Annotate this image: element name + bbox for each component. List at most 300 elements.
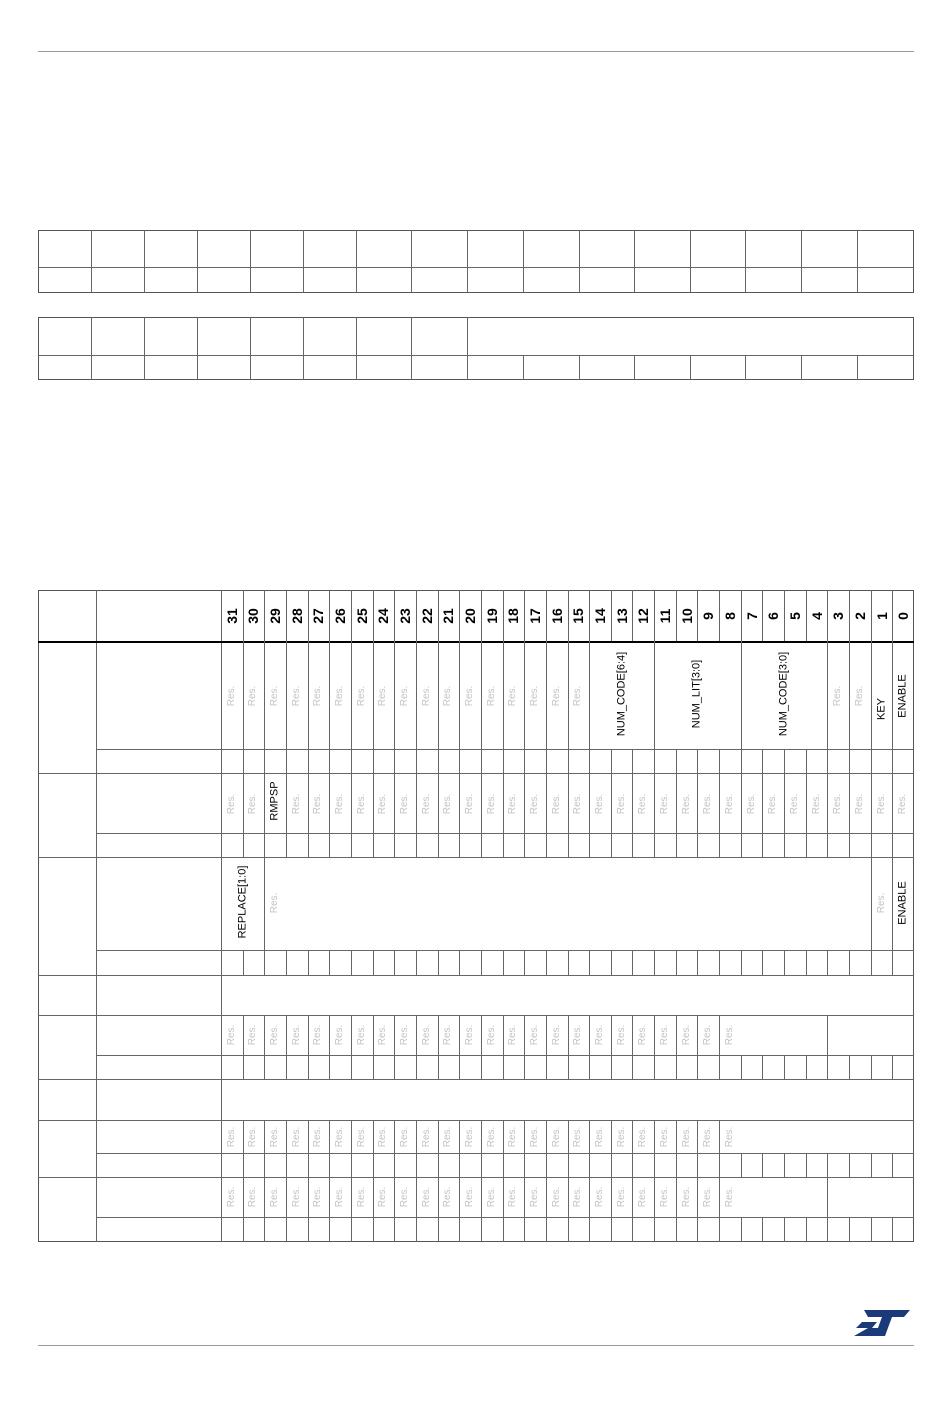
bit-number: 23	[397, 608, 414, 624]
field-num-code-low: NUM_CODE[3:0]	[777, 651, 790, 737]
reserved-bit: Res.	[658, 1186, 670, 1208]
bit-divider	[568, 1177, 569, 1217]
reserved-bit: Res.	[377, 1024, 389, 1046]
reserved-bit: Res.	[658, 793, 670, 815]
bit-divider	[806, 1217, 807, 1242]
bit-divider	[654, 1153, 655, 1177]
register-table-upper-2	[38, 317, 914, 380]
reserved-bit: Res.	[312, 1126, 324, 1148]
reserved-bit: Res.	[745, 793, 757, 815]
register-separator	[38, 1120, 914, 1121]
reserved-bit: Res.	[355, 793, 367, 815]
reserved-bit: Res.	[767, 793, 779, 815]
bit-divider	[871, 590, 872, 641]
bit-divider	[719, 950, 720, 975]
bit-divider	[546, 590, 547, 641]
reserved-bit: Res.	[355, 685, 367, 707]
bit-divider	[697, 1217, 698, 1242]
bit-divider	[459, 1055, 460, 1079]
bit-divider	[849, 1217, 850, 1242]
reserved-bit: Res.	[637, 1186, 649, 1208]
upper-1-col-divider	[197, 230, 198, 293]
bit-divider	[351, 1055, 352, 1079]
bit-divider	[892, 641, 893, 749]
bit-divider	[286, 773, 287, 857]
reserved-bit: Res.	[810, 793, 822, 815]
bit-number: 17	[527, 608, 544, 624]
reserved-bit: Res.	[225, 1186, 237, 1208]
reserved-bit: Res.	[853, 685, 865, 707]
reserved-bit: Res.	[875, 892, 887, 914]
reserved-bit: Res.	[399, 685, 411, 707]
bit-divider	[308, 1153, 309, 1177]
bit-divider	[524, 1120, 525, 1153]
reserved-bit: Res.	[334, 1186, 346, 1208]
bit-divider	[632, 950, 633, 975]
reserved-bit: Res.	[334, 1126, 346, 1148]
bit-divider	[784, 590, 785, 641]
field-num-code-high: NUM_CODE[6:4]	[615, 651, 628, 737]
bit-divider	[481, 1120, 482, 1153]
bit-divider	[568, 773, 569, 857]
reserved-bit: Res.	[442, 685, 454, 707]
reserved-bit: Res.	[269, 685, 281, 707]
bit-divider	[827, 1177, 828, 1217]
bit-divider	[697, 590, 698, 641]
upper-1-col-divider	[801, 230, 802, 293]
reset-row-separator	[96, 950, 914, 951]
bit-divider	[438, 1015, 439, 1055]
bit-divider	[871, 749, 872, 773]
bit-divider	[438, 749, 439, 773]
upper-1-col-divider	[745, 230, 746, 293]
bit-divider	[481, 641, 482, 749]
bit-number: 14	[591, 608, 608, 624]
bit-divider	[827, 590, 828, 641]
bit-number: 9	[700, 612, 717, 620]
bit-divider	[524, 641, 525, 749]
bit-divider	[329, 1217, 330, 1242]
reserved-bit: Res.	[637, 1126, 649, 1148]
bit-divider	[243, 950, 244, 975]
bit-divider	[892, 773, 893, 857]
bit-divider	[394, 1015, 395, 1055]
bit-divider	[394, 950, 395, 975]
reserved-bit: Res.	[615, 1126, 627, 1148]
reserved-bit: Res.	[290, 1126, 302, 1148]
bit-number: 15	[570, 608, 587, 624]
register-separator	[38, 1177, 914, 1178]
bit-divider	[286, 1120, 287, 1153]
bit-divider	[416, 641, 417, 749]
bit-divider	[264, 950, 265, 975]
bit-divider	[243, 1177, 244, 1217]
field-key: KEY	[875, 697, 888, 721]
bit-divider	[351, 1177, 352, 1217]
upper-2-col-divider	[250, 317, 251, 380]
upper-2-col-divider	[745, 355, 746, 380]
bit-divider	[568, 590, 569, 641]
bit-divider	[308, 1055, 309, 1079]
bit-divider	[329, 950, 330, 975]
bit-divider	[243, 641, 244, 749]
bit-divider	[524, 950, 525, 975]
reserved-bit: Res.	[702, 1126, 714, 1148]
bit-number: 10	[678, 608, 695, 624]
bit-divider	[589, 641, 590, 749]
reserved-bit: Res.	[225, 685, 237, 707]
bit-divider	[654, 773, 655, 857]
bit-divider	[892, 1055, 893, 1079]
field-enable-2: ENABLE	[896, 881, 909, 925]
reserved-bit: Res.	[399, 1126, 411, 1148]
bit-divider	[676, 590, 677, 641]
bit-divider	[351, 641, 352, 749]
bit-divider	[806, 773, 807, 857]
bit-divider	[351, 1120, 352, 1153]
upper-1-col-divider	[250, 230, 251, 293]
bit-divider	[481, 749, 482, 773]
bit-divider	[351, 773, 352, 857]
bit-divider	[546, 950, 547, 975]
reserved-bit: Res.	[464, 1126, 476, 1148]
bit-divider	[546, 1015, 547, 1055]
bit-divider	[611, 749, 612, 773]
reset-row-separator	[96, 749, 914, 750]
bit-divider	[871, 1217, 872, 1242]
bit-divider	[394, 1177, 395, 1217]
reserved-bit: Res.	[572, 1126, 584, 1148]
offset-column-divider	[96, 590, 97, 1242]
bit-divider	[849, 950, 850, 975]
reserved-bit: Res.	[269, 1024, 281, 1046]
bit-divider	[719, 1120, 720, 1153]
upper-2-col-divider	[523, 355, 524, 380]
bit-divider	[741, 641, 742, 749]
register-separator	[38, 1015, 914, 1016]
bit-divider	[329, 1015, 330, 1055]
reserved-bit: Res.	[897, 793, 909, 815]
bit-divider	[373, 1120, 374, 1153]
bit-divider	[806, 950, 807, 975]
bit-divider	[546, 641, 547, 749]
bit-number: 27	[310, 608, 327, 624]
bit-divider	[871, 1153, 872, 1177]
bit-divider	[892, 857, 893, 950]
bit-divider	[611, 773, 612, 857]
bit-divider	[632, 1217, 633, 1242]
bit-divider	[308, 641, 309, 749]
bit-number: 0	[895, 612, 912, 620]
bit-divider	[503, 1217, 504, 1242]
bit-divider	[351, 590, 352, 641]
bit-divider	[416, 749, 417, 773]
bit-divider	[568, 950, 569, 975]
bit-divider	[892, 590, 893, 641]
bit-divider	[286, 1177, 287, 1217]
reserved-bit: Res.	[399, 793, 411, 815]
reserved-bit: Res.	[355, 1126, 367, 1148]
bit-divider	[849, 749, 850, 773]
bit-divider	[676, 749, 677, 773]
bit-divider	[741, 1153, 742, 1177]
upper-1-col-divider	[634, 230, 635, 293]
bit-divider	[589, 1055, 590, 1079]
upper-2-col-divider	[91, 317, 92, 380]
bit-divider	[568, 1153, 569, 1177]
bit-divider	[589, 1015, 590, 1055]
bit-divider	[827, 950, 828, 975]
upper-1-col-divider	[523, 230, 524, 293]
bit-divider	[568, 1217, 569, 1242]
bit-number: 26	[332, 608, 349, 624]
bit-divider	[503, 590, 504, 641]
bit-number: 18	[505, 608, 522, 624]
bit-divider	[546, 1153, 547, 1177]
upper-2-col-divider	[634, 355, 635, 380]
bit-divider	[654, 641, 655, 749]
bit-divider	[719, 1217, 720, 1242]
reserved-bit: Res.	[529, 1186, 541, 1208]
reserved-bit: Res.	[507, 793, 519, 815]
bit-divider	[373, 1217, 374, 1242]
field-num-lit: NUM_LIT[3:0]	[690, 659, 703, 729]
reserved-bit: Res.	[702, 1024, 714, 1046]
bit-divider	[394, 749, 395, 773]
name-column-divider	[221, 590, 222, 1242]
bit-divider	[438, 1177, 439, 1217]
reserved-bit: Res.	[355, 1024, 367, 1046]
bit-divider	[827, 1217, 828, 1242]
bit-divider	[481, 950, 482, 975]
bit-divider	[243, 1015, 244, 1055]
bit-divider	[438, 1217, 439, 1242]
reserved-bit: Res.	[247, 1186, 259, 1208]
bit-divider	[264, 1120, 265, 1153]
bit-divider	[459, 773, 460, 857]
reset-row-separator	[96, 1055, 914, 1056]
reserved-bit: Res.	[507, 1126, 519, 1148]
bit-divider	[611, 590, 612, 641]
register-separator	[38, 773, 914, 774]
reserved-bit: Res.	[247, 793, 259, 815]
bit-divider	[611, 1153, 612, 1177]
bit-divider	[827, 773, 828, 857]
bit-divider	[827, 641, 828, 749]
reserved-bit: Res.	[637, 793, 649, 815]
bit-divider	[373, 950, 374, 975]
bit-divider	[264, 1217, 265, 1242]
bit-divider	[286, 641, 287, 749]
bit-divider	[351, 950, 352, 975]
bit-divider	[676, 1120, 677, 1153]
reserved-bit: Res.	[290, 1186, 302, 1208]
bit-divider	[568, 1055, 569, 1079]
reserved-bit: Res.	[529, 1126, 541, 1148]
bit-number: 25	[353, 608, 370, 624]
bit-divider	[589, 590, 590, 641]
bit-divider	[438, 773, 439, 857]
reserved-bit: Res.	[615, 1024, 627, 1046]
reserved-bit: Res.	[485, 793, 497, 815]
reserved-bit: Res.	[334, 1024, 346, 1046]
bit-divider	[676, 1217, 677, 1242]
bit-divider	[264, 857, 265, 950]
bit-divider	[308, 590, 309, 641]
bit-divider	[329, 1153, 330, 1177]
bit-number: 3	[830, 612, 847, 620]
bit-divider	[416, 1177, 417, 1217]
bit-divider	[589, 749, 590, 773]
bit-divider	[568, 1015, 569, 1055]
bit-number: 31	[223, 608, 240, 624]
bit-divider	[416, 1153, 417, 1177]
bit-divider	[373, 590, 374, 641]
bit-divider	[308, 773, 309, 857]
bit-divider	[611, 1177, 612, 1217]
reserved-bit: Res.	[485, 1186, 497, 1208]
bit-divider	[394, 773, 395, 857]
reserved-bit: Res.	[464, 1186, 476, 1208]
reserved-bit: Res.	[485, 1126, 497, 1148]
bit-divider	[654, 950, 655, 975]
bit-divider	[286, 1055, 287, 1079]
bit-divider	[264, 641, 265, 749]
bit-divider	[264, 1055, 265, 1079]
bit-divider	[697, 950, 698, 975]
reserved-bit: Res.	[442, 1024, 454, 1046]
bit-divider	[676, 950, 677, 975]
bit-divider	[416, 1055, 417, 1079]
upper-1-col-divider	[411, 230, 412, 293]
bit-divider	[719, 749, 720, 773]
bit-divider	[329, 749, 330, 773]
bit-divider	[892, 1217, 893, 1242]
reset-row-separator	[96, 833, 914, 834]
bit-divider	[308, 1120, 309, 1153]
reserved-bit: Res.	[442, 793, 454, 815]
bit-divider	[329, 773, 330, 857]
upper-1-col-divider	[144, 230, 145, 293]
reserved-bit: Res.	[658, 1126, 670, 1148]
bit-number: 4	[808, 612, 825, 620]
reserved-bit: Res.	[312, 685, 324, 707]
bit-number: 5	[786, 612, 803, 620]
bit-divider	[632, 590, 633, 641]
bit-divider	[697, 1055, 698, 1079]
bit-divider	[524, 1177, 525, 1217]
bit-divider	[784, 1153, 785, 1177]
bit-divider	[503, 641, 504, 749]
bit-divider	[546, 1177, 547, 1217]
upper-2-col-divider	[197, 317, 198, 380]
reserved-bit: Res.	[593, 1024, 605, 1046]
bit-divider	[286, 950, 287, 975]
bit-divider	[676, 1015, 677, 1055]
upper-2-col-divider	[144, 317, 145, 380]
bit-divider	[351, 1153, 352, 1177]
reserved-bit: Res.	[637, 1024, 649, 1046]
bit-number: 7	[743, 612, 760, 620]
register-table-upper-1-row-divider	[38, 267, 914, 268]
reserved-bit: Res.	[290, 793, 302, 815]
bit-divider	[438, 1153, 439, 1177]
bit-divider	[308, 749, 309, 773]
upper-1-col-divider	[690, 230, 691, 293]
bit-divider	[329, 590, 330, 641]
bit-divider	[394, 1055, 395, 1079]
bit-divider	[373, 1015, 374, 1055]
reserved-bit: Res.	[788, 793, 800, 815]
bit-number: 16	[548, 608, 565, 624]
bit-divider	[784, 1055, 785, 1079]
reserved-bit: Res.	[723, 1186, 735, 1208]
bit-divider	[849, 590, 850, 641]
reserved-bit: Res.	[702, 793, 714, 815]
bit-divider	[697, 749, 698, 773]
register-separator	[38, 1079, 914, 1080]
bit-divider	[589, 1153, 590, 1177]
reserved-bit: Res.	[377, 793, 389, 815]
reserved-bit: Res.	[225, 1024, 237, 1046]
register-table-upper-2-row-divider	[38, 355, 914, 356]
reserved-bit: Res.	[572, 1186, 584, 1208]
reserved-bit: Res.	[247, 1024, 259, 1046]
bit-divider	[243, 1120, 244, 1153]
bit-divider	[286, 1217, 287, 1242]
bit-divider	[243, 1153, 244, 1177]
bit-divider	[416, 1120, 417, 1153]
upper-2-col-divider	[303, 317, 304, 380]
header-rule	[38, 51, 914, 52]
reserved-bit: Res.	[529, 793, 541, 815]
upper-1-col-divider	[91, 230, 92, 293]
reserved-bit: Res.	[442, 1126, 454, 1148]
reserved-bit: Res.	[507, 1186, 519, 1208]
reserved-bit: Res.	[550, 685, 562, 707]
bit-divider	[632, 773, 633, 857]
bit-divider	[243, 773, 244, 857]
reserved-bit: Res.	[312, 793, 324, 815]
bit-divider	[719, 590, 720, 641]
bit-divider	[416, 1217, 417, 1242]
bit-divider	[481, 773, 482, 857]
upper-1-col-divider	[356, 230, 357, 293]
bit-divider	[741, 749, 742, 773]
bit-divider	[524, 749, 525, 773]
bit-divider	[459, 1120, 460, 1153]
reset-row-separator	[96, 1217, 914, 1218]
reserved-bit: Res.	[550, 1126, 562, 1148]
reserved-bit: Res.	[572, 1024, 584, 1046]
reserved-bit: Res.	[225, 1126, 237, 1148]
reserved-bit: Res.	[529, 685, 541, 707]
reserved-bit: Res.	[312, 1186, 324, 1208]
bit-divider	[459, 590, 460, 641]
bit-divider	[524, 590, 525, 641]
bit-divider	[741, 950, 742, 975]
bit-divider	[373, 749, 374, 773]
bit-divider	[264, 590, 265, 641]
bit-number: 8	[721, 612, 738, 620]
bit-divider	[524, 773, 525, 857]
bit-divider	[264, 773, 265, 857]
bit-divider	[676, 1153, 677, 1177]
bit-divider	[697, 1015, 698, 1055]
bit-divider	[741, 1217, 742, 1242]
reserved-bit: Res.	[420, 1024, 432, 1046]
bit-divider	[438, 1055, 439, 1079]
